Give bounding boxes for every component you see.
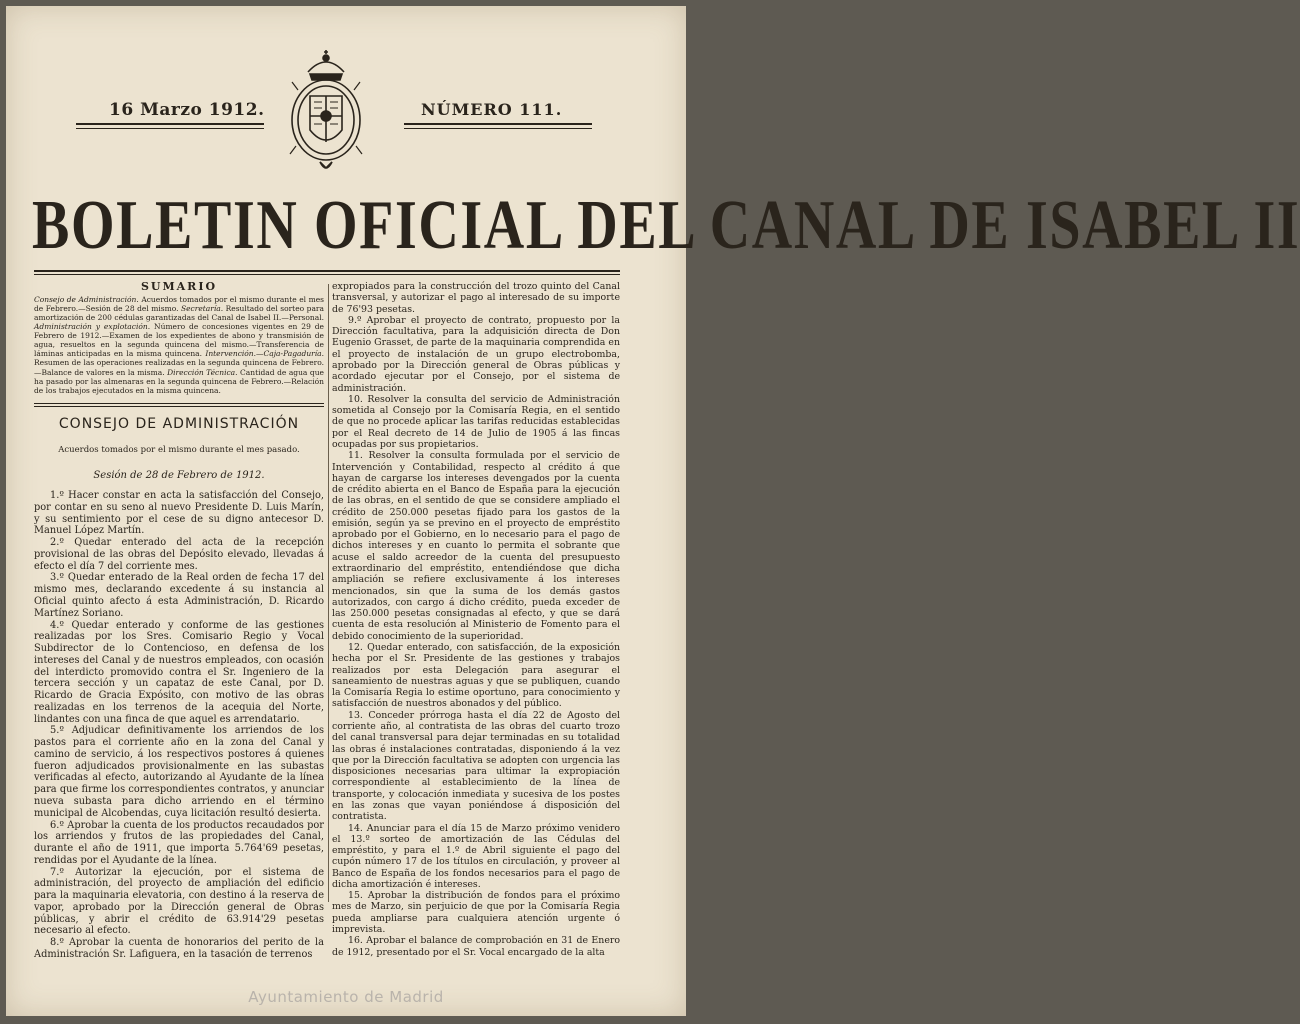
newspaper-title: BOLETIN OFICIAL DEL CANAL DE ISABEL II bbox=[32, 187, 1300, 264]
summary-text: Resultado del sorteo para amortización de 200 cédulas garantizadas del Canal de Isabel II.—Personal. bbox=[34, 303, 324, 322]
masthead-rule bbox=[34, 270, 620, 272]
agreement-item: 2.º Quedar enterado del acta de la recepción provisional de las obras del Depósito elevado, llevadas á efecto el día 7 del corriente mes. bbox=[34, 537, 324, 572]
summary-text: Cantidad de agua que ha pasado por las almenaras en la segunda quincena de Febrero.—Relación de los trabajos ejecutados en la misma quincena. bbox=[34, 367, 324, 395]
right-column bbox=[332, 281, 620, 958]
summary-block bbox=[34, 295, 324, 395]
summary-text: Número de concesiones vigentes en 29 de Febrero de 1912.—Examen de los expedientes de abono y transmisión de agua, resueltos en la segunda quincena del mismo.—Transferencia de láminas anticipadas en la misma quincena. bbox=[34, 322, 324, 359]
masthead-rule-thin bbox=[34, 274, 620, 275]
agreement-item: 6.º Aprobar la cuenta de los productos recaudados por los arriendos y frutos de las propiedades del Canal, durante el año de 1911, que importa 5.764'69 pesetas, rendidas por el Ayudante de la línea. bbox=[34, 819, 324, 866]
number-rule-thin bbox=[404, 128, 592, 129]
summary-divider bbox=[34, 406, 324, 407]
agreement-item: 11. Resolver la consulta formulada por el servicio de Intervención y Contabilidad, respecto al crédito á que hayan de cargarse los intereses devengados por la cuenta de crédito abierta en el Banco de España para la ejecución de las obras, en el sentido de que se considere ampliado el crédito de 250.000 pesetas fijado para los gastos de la emisión, según ya se previno en el proyecto de empréstito aprobado por el Gobierno, en lo necesario para el pago de dichos intereses y en cuanto lo permita el sobrante que acuse el saldo acreedor de la cuenta del presupuesto extraordinario del empréstito, entendiéndose que dicha ampliación se refiere exclusivamente á los intereses mencionados, sin que la suma de los demás gastos autorizados, con cargo á dicho crédito, pueda exceder de las 250.000 pesetas consignadas al efecto, y que se dará cuenta de esta resolución al Ministerio de Fomento para el debido conocimiento de la superioridad. bbox=[332, 450, 620, 642]
agreement-item: 7.º Autorizar la ejecución, por el sistema de administración, del proyecto de ampliación del edificio para la maquinaria elevatoria, con destino á la reserva de vapor, aprobado por la Dirección general de Obras públicas, y abrir el crédito de 63.914'29 pesetas necesario al efecto. bbox=[34, 866, 324, 937]
royal-coat-of-arms-icon bbox=[288, 50, 364, 178]
archive-watermark: Ayuntamiento de Madrid bbox=[248, 988, 444, 1006]
agreement-item-continued: expropiados para la construcción del trozo quinto del Canal transversal, y autorizar el pago al interesado de su importe de 76'93 pesetas. bbox=[332, 281, 620, 315]
agreement-item: 16. Aprobar el balance de comprobación en 31 de Enero de 1912, presentado por el Sr. Vocal encargado de la alta bbox=[332, 935, 620, 958]
agreement-item: 1.º Hacer constar en acta la satisfacción del Consejo, por contar en su seno al nuevo Presidente D. Luis Marín, y su sentimiento por el cese de su digno antecesor D. Manuel López Martín. bbox=[34, 490, 324, 537]
column-divider bbox=[328, 284, 329, 902]
agreement-item: 5.º Adjudicar definitivamente los arriendos de los pastos para el corriente año en la zona del Canal y camino de servicio, á los respectivos postores á quienes fueron adjudicados provisionalmente en las subastas verificadas al efecto, autorizando al Ayudante de la línea para que firme los correspondientes contratos, y anunciar nueva subasta para dicho arriendo en el término municipal de Alcobendas, cuya licitación resultó desierta. bbox=[34, 725, 324, 819]
newspaper-page bbox=[6, 6, 1300, 1016]
agreement-item: 13. Conceder prórroga hasta el día 22 de Agosto del corriente año, al contratista de las obras del cuarto trozo del canal transversal para dejar terminadas en su totalidad las obras é instalaciones contratadas, disponiendo á la vez que por la Dirección facultativa se adopten con urgencia las disposiciones necesarias para ultimar la expropiación correspondiente al establecimiento de la línea de transporte, y colocación inmediata y sucesiva de los postes en las zonas que vayan poniéndose á disposición del contratista. bbox=[332, 709, 620, 823]
agreement-item: 10. Resolver la consulta del servicio de Administración sometida al Consejo por la Comisaría Regia, en el sentido de que no procede aplicar las tarifas reducidas establecidas por el Real decreto de 14 de Julio de 1905 á las fincas ocupadas por sus propietarios. bbox=[332, 393, 620, 450]
number-rule bbox=[404, 123, 592, 125]
issue-number: NÚMERO 111. bbox=[421, 100, 563, 119]
left-column bbox=[34, 281, 324, 961]
date-rule-thin bbox=[76, 128, 264, 129]
agreement-item: 15. Aprobar la distribución de fondos para el próximo mes de Marzo, sin perjuicio de que por la Comisaría Regia pueda ampliarse para cualquiera atención urgente ó imprevista. bbox=[332, 890, 620, 936]
summary-title: SUMARIO bbox=[140, 280, 218, 293]
date-rule bbox=[76, 123, 264, 125]
agreement-item: 3.º Quedar enterado de la Real orden de fecha 17 del mismo mes, declarando excedente á su instancia al Oficial quinto afecto á esta Administración, D. Ricardo Martínez Soriano. bbox=[34, 572, 324, 619]
agreement-item: 14. Anunciar para el día 15 de Marzo próximo venidero el 13.º sorteo de amortización de las Cédulas del empréstito, y para el 1.º de Abril siguiente el pago del cupón número 17 de los títulos en circulación, y proveer al Banco de España de los fondos necesarios para el pago de dicha amortización é intereses. bbox=[332, 822, 620, 890]
agreement-item: 4.º Quedar enterado y conforme de las gestiones realizadas por los Sres. Comisario Regio y Vocal Subdirector de lo Contencioso, en defensa de los intereses del Canal y de nuestros empleados, con ocasión del interdicto promovido contra el Sr. Ingeniero de la tercera sección y un capataz de este Canal, por D. Ricardo de Gracia Expósito, con motivo de las obras realizadas en los terrenos de la acequia del Norte, lindantes con una finca de que aquel es arrendatario. bbox=[34, 619, 324, 725]
agreement-item: 12. Quedar enterado, con satisfacción, de la exposición hecha por el Sr. Presidente de las gestiones y trabajos realizados por esta Delegación para asegurar el saneamiento de nuestras aguas y que se publiquen, cuando la Comisaría Regia lo estime oportuno, para conocimiento y satisfacción de nuestros abonados y del público. bbox=[332, 642, 620, 710]
summary-divider bbox=[34, 403, 324, 404]
summary-label: Dirección Técnica. bbox=[167, 367, 238, 377]
summary-label: Secretaría. bbox=[180, 303, 224, 313]
agreement-item: 8.º Aprobar la cuenta de honorarios del perito de la Administración Sr. Lafiguera, en la tasación de terrenos bbox=[34, 937, 324, 960]
summary-label: Intervención.—Caja-Pagaduría. bbox=[205, 349, 324, 359]
section-title: CONSEJO DE ADMINISTRACIÓN bbox=[58, 415, 300, 432]
summary-label: Consejo de Administración. bbox=[34, 294, 139, 304]
summary-label: Administración y explotación. bbox=[34, 322, 151, 332]
summary-text: Resumen de las operaciones realizadas en la segunda quincena de Febrero.—Balance de valores en la misma. bbox=[34, 358, 324, 377]
issue-date: 16 Marzo 1912. bbox=[109, 100, 265, 120]
session-heading: Sesión de 28 de Febrero de 1912. bbox=[93, 470, 265, 482]
summary-text: Acuerdos tomados por el mismo durante el mes de Febrero.—Sesión de 28 del mismo. bbox=[34, 294, 324, 313]
agreement-item: 9.º Aprobar el proyecto de contrato, propuesto por la Dirección facultativa, para la adquisición directa de Don Eugenio Grasset, de parte de la maquinaria comprendida en el proyecto de instalación de un grupo electrobomba, aprobado por la Dirección general de Obras públicas y acordado ejecutar por el Consejo, por el sistema de administración. bbox=[332, 314, 620, 394]
section-subtitle: Acuerdos tomados por el mismo durante el mes pasado. bbox=[58, 444, 300, 455]
